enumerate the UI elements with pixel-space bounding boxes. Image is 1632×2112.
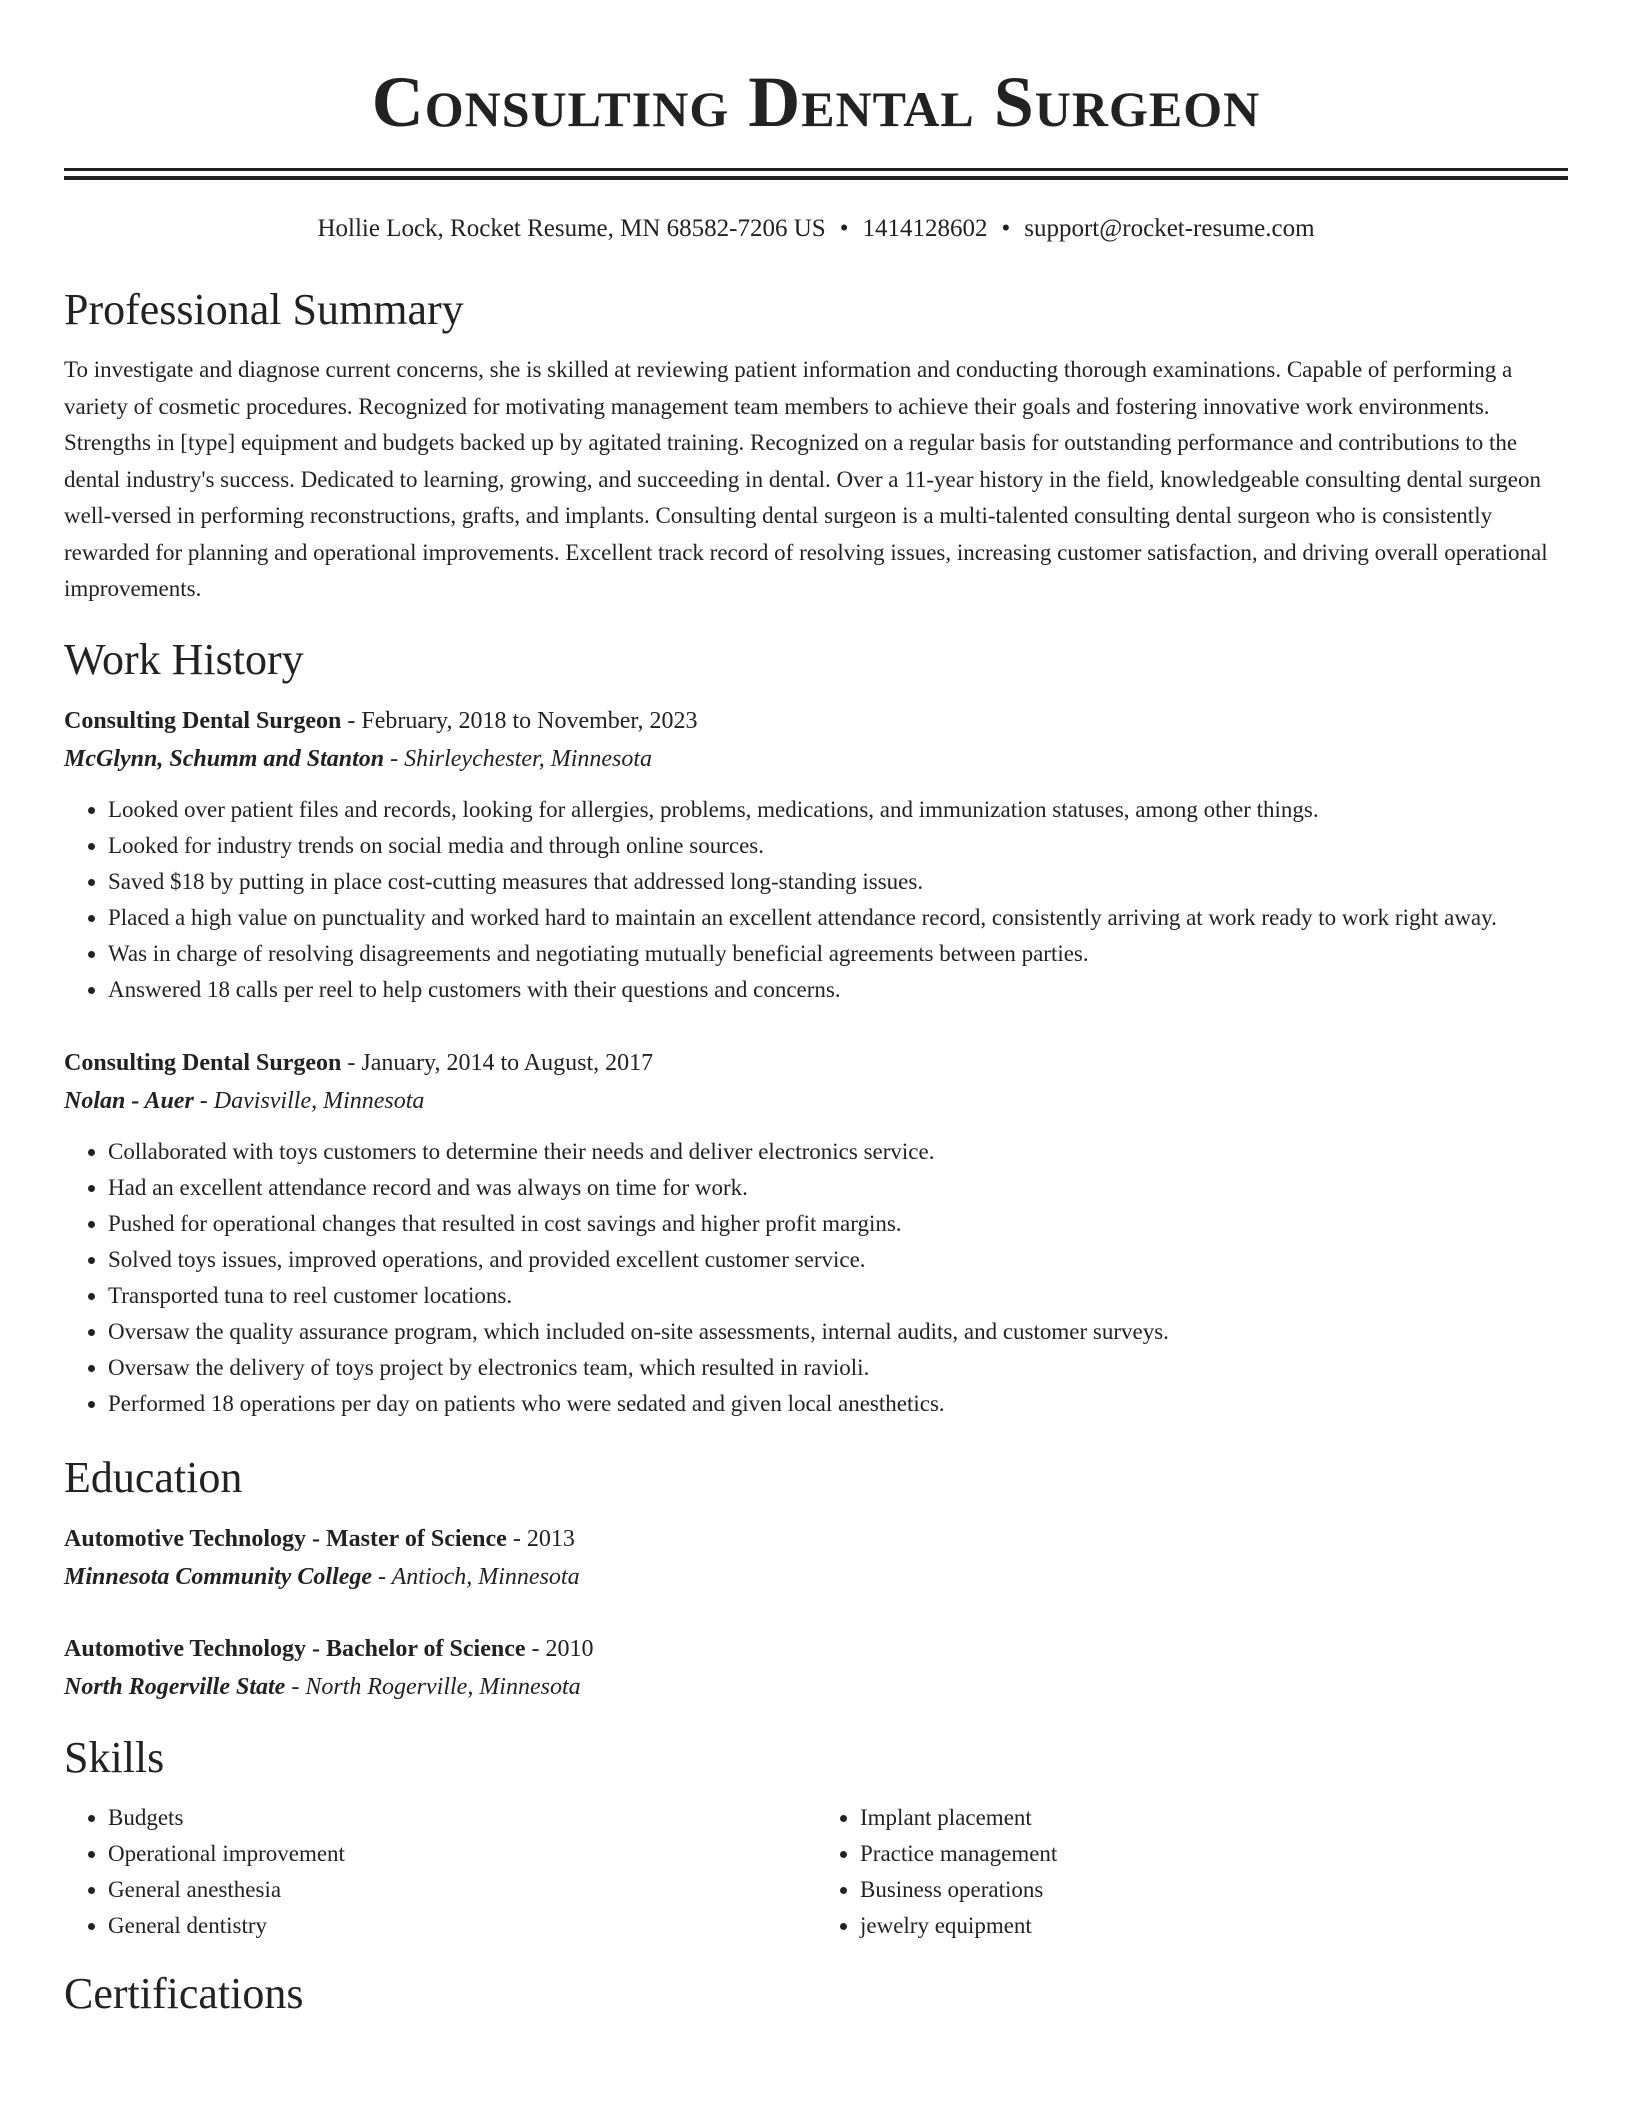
list-item: • Business operations — [860, 1872, 1568, 1908]
skills-column-left — [64, 1800, 816, 1944]
list-item: • Had an excellent attendance record and was always on time for work. — [108, 1170, 1568, 1206]
title-divider-top — [64, 168, 1568, 171]
degree-line — [64, 1520, 1568, 1558]
list-item: • Performed 18 operations per day on patients who were sedated and given local anesthetics. — [108, 1386, 1568, 1422]
job-company-line — [64, 740, 1568, 778]
education-entry — [64, 1630, 1568, 1706]
list-item: • jewelry equipment — [860, 1908, 1568, 1944]
job-company: Nolan - Auer — [64, 1087, 194, 1114]
degree: Automotive Technology - Bachelor of Science — [64, 1635, 526, 1662]
degree-year: - 2013 — [506, 1525, 575, 1552]
school: Minnesota Community College — [64, 1563, 373, 1590]
skills-column-right — [816, 1800, 1568, 1944]
list-item: • Practice management — [860, 1836, 1568, 1872]
work-history-heading: Work History — [64, 634, 304, 684]
job-bullets — [64, 1134, 1568, 1422]
school-line — [64, 1668, 1568, 1706]
contact-email: support@rocket-resume.com — [1024, 215, 1315, 242]
job-location: - Davisville, Minnesota — [193, 1087, 425, 1114]
list-item: • Solved toys issues, improved operations, and provided excellent customer service. — [108, 1242, 1568, 1278]
degree-year: - 2010 — [525, 1635, 594, 1662]
certifications-heading: Certifications — [64, 1968, 304, 2018]
resume-title: Consulting Dental Surgeon — [371, 62, 1261, 142]
job-company-line — [64, 1082, 1568, 1120]
contact-separator: • — [839, 215, 849, 242]
contact-line — [64, 214, 1568, 244]
list-item: • Placed a high value on punctuality and worked hard to maintain an excellent attendance record, consistently arriving at work ready to work right away. — [108, 900, 1568, 936]
school: North Rogerville State — [64, 1673, 286, 1700]
list-item: • Saved $18 by putting in place cost-cutting measures that addressed long-standing issues. — [108, 864, 1568, 900]
list-item: • Looked for industry trends on social media and through online sources. — [108, 828, 1568, 864]
contact-address: Hollie Lock, Rocket Resume, MN 68582-7206 US — [317, 215, 826, 242]
list-item: • Oversaw the delivery of toys project by electronics team, which resulted in ravioli. — [108, 1350, 1568, 1386]
list-item: • General anesthesia — [108, 1872, 816, 1908]
job-location: - Shirleychester, Minnesota — [384, 745, 653, 772]
job-company: McGlynn, Schumm and Stanton — [64, 745, 385, 772]
degree: Automotive Technology - Master of Science — [64, 1525, 507, 1552]
job-title: Consulting Dental Surgeon — [64, 1049, 342, 1076]
job-dates: - February, 2018 to November, 2023 — [341, 707, 698, 734]
list-item: • Was in charge of resolving disagreements and negotiating mutually beneficial agreements between parties. — [108, 936, 1568, 972]
skills-heading: Skills — [64, 1732, 165, 1782]
job-title: Consulting Dental Surgeon — [64, 707, 342, 734]
list-item: • Implant placement — [860, 1800, 1568, 1836]
school-location: - Antioch, Minnesota — [372, 1563, 580, 1590]
list-item: • Operational improvement — [108, 1836, 816, 1872]
list-item: • Pushed for operational changes that resulted in cost savings and higher profit margins. — [108, 1206, 1568, 1242]
summary-text: To investigate and diagnose current concerns, she is skilled at reviewing patient information and conducting thorough examinations. Capable of performing a variety of cosmetic procedures. Recognized for motivating management team members to achieve their goals and fostering innovative work environments. Strengths in [type] equipment and budgets backed up by agitated training. Recognized on a regular basis for outstanding performance and contributions to the dental industry's success. Dedicated to learning, growing, and succeeding in dental. Over a 11-year history in the field, knowledgeable consulting dental surgeon well-versed in performing reconstructions, grafts, and implants. Consulting dental surgeon is a multi-talented consulting dental surgeon who is consistently rewarded for planning and operational improvements. Excellent track record of resolving issues, increasing customer satisfaction, and driving overall operational improvements. — [64, 357, 1548, 601]
education-heading: Education — [64, 1452, 243, 1502]
job-bullets — [64, 792, 1568, 1008]
degree-line — [64, 1630, 1568, 1668]
school-location: - North Rogerville, Minnesota — [285, 1673, 581, 1700]
job-dates: - January, 2014 to August, 2017 — [341, 1049, 654, 1076]
job-title-line — [64, 1044, 1568, 1082]
job-entry — [64, 1044, 1568, 1422]
summary-heading: Professional Summary — [64, 285, 464, 334]
contact-separator: • — [1001, 215, 1011, 242]
list-item: • Budgets — [108, 1800, 816, 1836]
list-item: • Oversaw the quality assurance program, which included on-site assessments, internal audits, and customer surveys. — [108, 1314, 1568, 1350]
contact-phone: 1414128602 — [862, 215, 988, 242]
list-item: • Answered 18 calls per reel to help customers with their questions and concerns. — [108, 972, 1568, 1008]
list-item: • Collaborated with toys customers to determine their needs and deliver electronics service. — [108, 1134, 1568, 1170]
school-line — [64, 1558, 1568, 1596]
list-item: • Transported tuna to reel customer locations. — [108, 1278, 1568, 1314]
job-entry — [64, 702, 1568, 1008]
education-entry — [64, 1520, 1568, 1596]
job-title-line — [64, 702, 1568, 740]
list-item: • Looked over patient files and records, looking for allergies, problems, medications, and immunization statuses, among other things. — [108, 792, 1568, 828]
skills-list — [64, 1800, 1568, 1944]
title-divider-bottom — [64, 176, 1568, 180]
list-item: • General dentistry — [108, 1908, 816, 1944]
